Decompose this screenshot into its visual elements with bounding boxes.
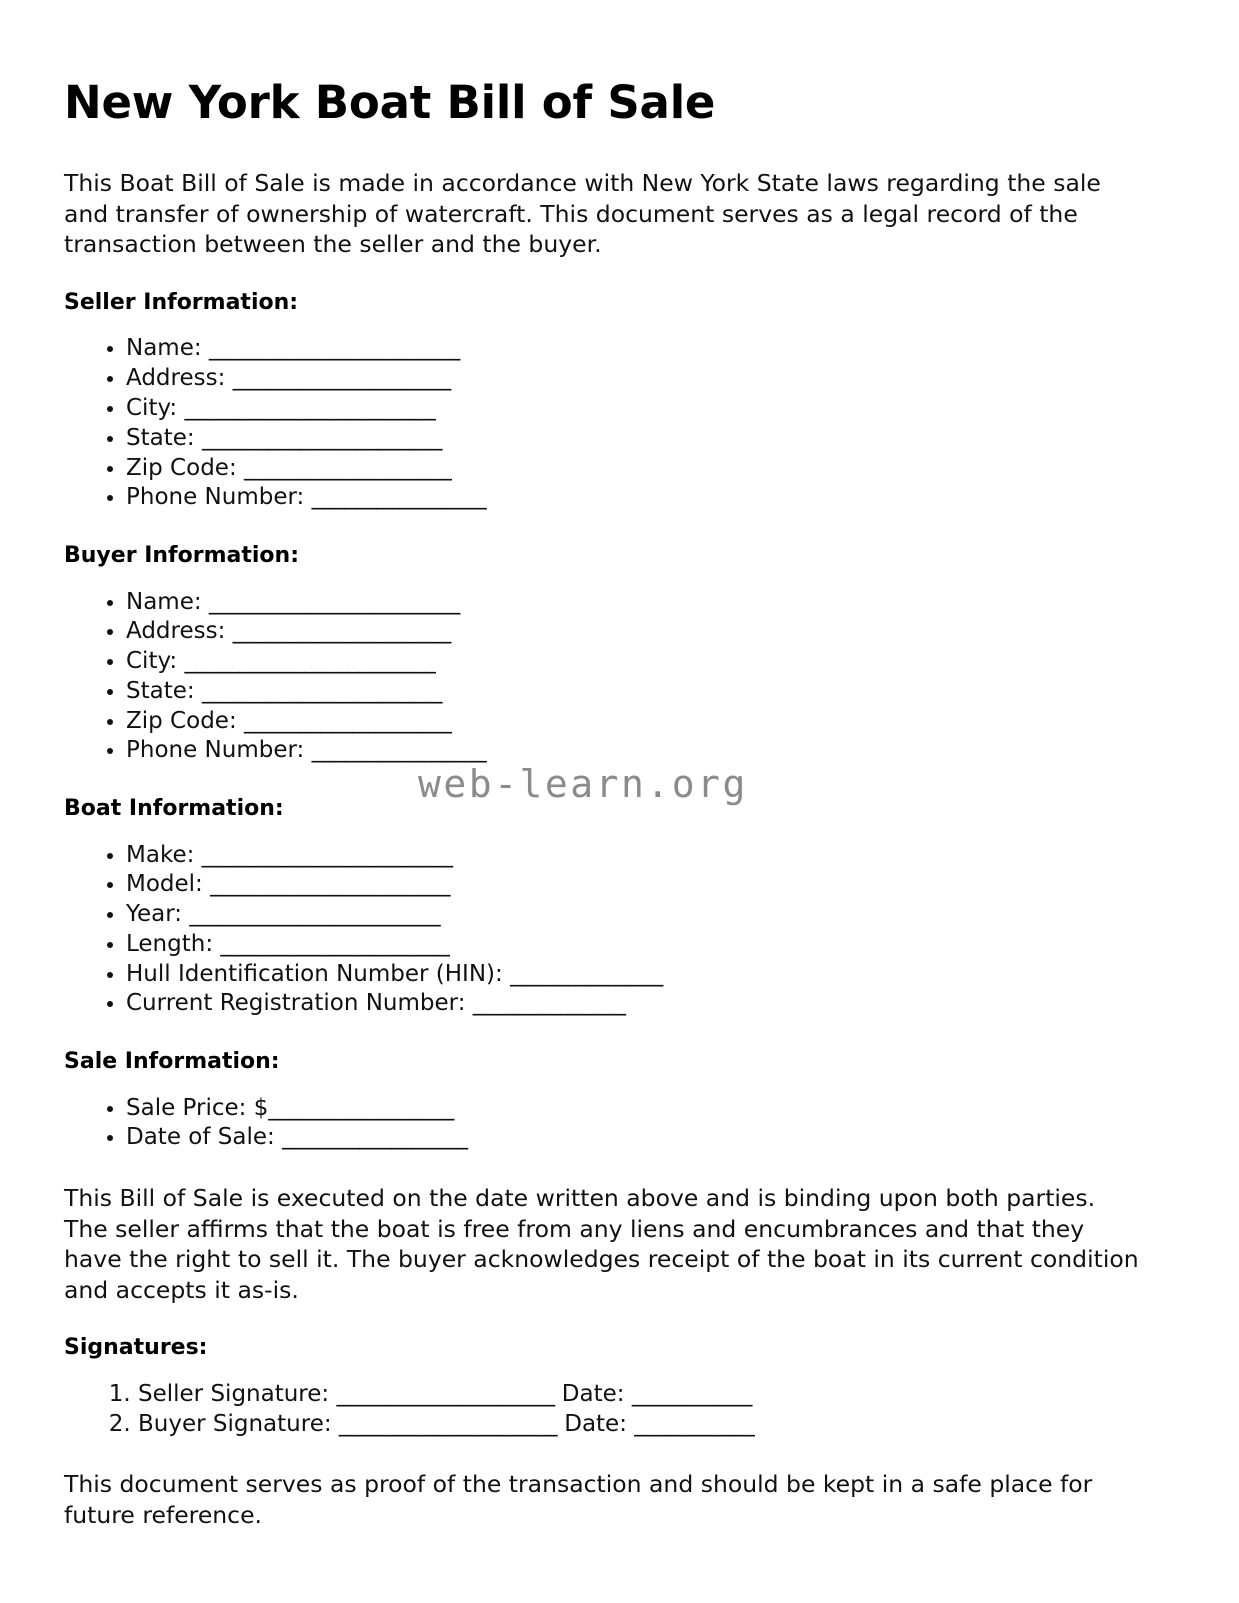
field-blank-buyer-phone[interactable]: ________________ [311,737,487,764]
field-blank-boat-make[interactable]: _______________________ [201,841,453,868]
field-blank-buyer-date[interactable]: ___________ [634,1410,755,1437]
buyer-information-heading: Buyer Information: [64,543,299,569]
list-item [126,647,1175,677]
field-blank-seller-state[interactable]: ______________________ [201,424,442,451]
list-item [126,454,1175,484]
field-label-seller-phone: Phone Number: [126,484,312,511]
field-blank-boat-length[interactable]: _____________________ [220,930,450,957]
sale-field-list [64,1094,1175,1154]
closing-paragraph: This document serves as proof of the transaction and should be kept in a safe place for future reference. [64,1470,1093,1529]
field-blank-buyer-signature[interactable]: ____________________ [338,1410,557,1437]
list-item [126,677,1175,707]
list-item [126,900,1175,930]
field-blank-boat-registration[interactable]: ______________ [472,990,626,1017]
field-blank-seller-address[interactable]: ____________________ [232,365,451,392]
field-label-buyer-city: City: [126,648,185,675]
list-item [126,960,1175,990]
list-item [126,1123,1175,1153]
field-label-buyer-signature: Buyer Signature: [138,1410,339,1437]
signature-list [64,1380,1175,1440]
field-label-buyer-zip: Zip Code: [126,707,244,734]
list-item [126,483,1175,513]
field-label-buyer-address: Address: [126,618,233,645]
field-blank-seller-name[interactable]: _______________________ [208,335,460,362]
list-item [126,394,1175,424]
field-label-seller-name: Name: [126,335,209,362]
signatures-heading: Signatures: [64,1335,208,1361]
field-blank-boat-year[interactable]: _______________________ [189,901,441,928]
field-blank-seller-date[interactable]: ___________ [631,1380,752,1407]
field-blank-seller-zip[interactable]: ___________________ [244,454,452,481]
field-blank-date-of-sale[interactable]: _________________ [282,1124,468,1151]
field-label-sale-price: Sale Price: $ [126,1094,269,1121]
field-blank-seller-city[interactable]: _______________________ [184,394,436,421]
field-label-buyer-state: State: [126,677,202,704]
field-label-seller-city: City: [126,394,185,421]
field-blank-buyer-state[interactable]: ______________________ [201,677,442,704]
field-blank-buyer-name[interactable]: _______________________ [208,588,460,615]
list-item [126,588,1175,618]
list-item [126,364,1175,394]
field-label-buyer-phone: Phone Number: [126,737,312,764]
field-label-seller-signature: Seller Signature: [138,1380,337,1407]
field-label-boat-make: Make: [126,841,202,868]
field-blank-boat-model[interactable]: ______________________ [210,871,450,898]
field-label-seller-state: State: [126,424,202,451]
list-item [126,334,1175,364]
field-label-date-of-sale: Date of Sale: [126,1124,283,1151]
field-label-seller-address: Address: [126,365,233,392]
sale-information-heading: Sale Information: [64,1049,280,1075]
list-item [138,1410,1175,1440]
boat-field-list [64,841,1175,1020]
seller-field-list [64,334,1175,513]
list-item [126,1094,1175,1124]
buyer-field-list [64,588,1175,767]
list-item [126,841,1175,871]
execution-paragraph: This Bill of Sale is executed on the date written above and is binding upon both parties. The seller affirms that the boat is free from any liens and encumbrances and that they have the right to sell it. The buyer acknowledges receipt of the boat in its current condition and accepts it as-is. [64,1184,1139,1304]
field-label-boat-model: Model: [126,871,211,898]
boat-information-heading: Boat Information: [64,796,284,822]
list-item [126,424,1175,454]
list-item [138,1380,1175,1410]
list-item [126,870,1175,900]
intro-paragraph: This Boat Bill of Sale is made in accordance with New York State laws regarding the sale and transfer of ownership of watercraft. This document serves as a legal record of the transaction between the seller and the buyer. [64,169,1101,259]
field-blank-buyer-zip[interactable]: ___________________ [244,707,452,734]
field-label-seller-zip: Zip Code: [126,454,244,481]
field-label-boat-registration: Current Registration Number: [126,990,473,1017]
list-item [126,736,1175,766]
field-label-boat-hin: Hull Identification Number (HIN): [126,960,511,987]
seller-information-heading: Seller Information: [64,290,299,316]
field-blank-sale-price[interactable]: _________________ [268,1094,454,1121]
list-item [126,707,1175,737]
field-label-seller-date: Date: [554,1380,632,1407]
list-item [126,617,1175,647]
field-label-buyer-name: Name: [126,588,209,615]
field-label-buyer-date: Date: [556,1410,635,1437]
field-blank-seller-phone[interactable]: ________________ [311,484,487,511]
list-item [126,989,1175,1019]
page-title: New York Boat Bill of Sale [64,76,716,129]
field-label-boat-length: Length: [126,930,221,957]
field-blank-boat-hin[interactable]: ______________ [510,960,663,987]
field-label-boat-year: Year: [126,901,190,928]
field-blank-buyer-city[interactable]: _______________________ [184,648,436,675]
watermark-text: web-learn.org [418,762,748,806]
list-item [126,930,1175,960]
field-blank-seller-signature[interactable]: ____________________ [336,1380,555,1407]
field-blank-buyer-address[interactable]: ____________________ [232,618,451,645]
